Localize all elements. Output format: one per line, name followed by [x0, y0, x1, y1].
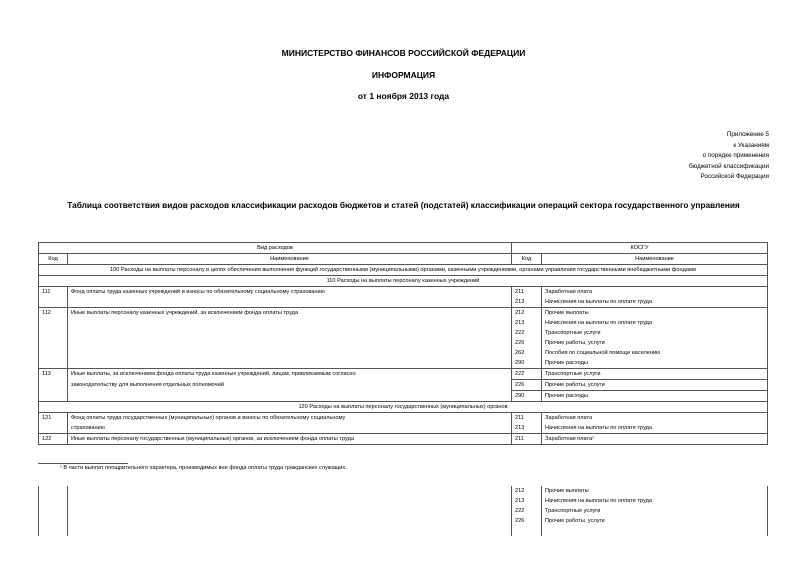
table-row — [39, 506, 768, 516]
header-vid: Вид расходов — [39, 243, 512, 254]
appendix-line: Приложение 5 — [726, 131, 769, 138]
row-name-empty — [68, 496, 512, 506]
kosgu-name: Прочие выплаты — [542, 308, 768, 319]
kosgu-name: Транспортные услуги — [542, 328, 768, 338]
row-code: 112 — [39, 308, 68, 369]
footnote: ¹ В части выплат поощрительного характера, производимых вне фонда оплаты труда гражданских служащих. — [60, 465, 347, 471]
row-code-empty — [39, 516, 68, 526]
row-name: Иные выплаты персоналу государственных (муниципальных) органов, за исключением фонда оплаты труда — [68, 434, 512, 445]
appendix-line: о порядке применения — [702, 152, 769, 159]
table-row — [39, 413, 768, 424]
row-code-empty — [39, 496, 68, 506]
row-code: 121 — [39, 413, 68, 424]
kosgu-name: Прочие работы, услуги — [542, 380, 768, 391]
row-name: законодательству для выполнения отдельных полномочий — [68, 380, 512, 391]
kosgu-name: Транспортные услуги — [542, 506, 768, 516]
kosgu-name: Прочие выплаты — [542, 486, 768, 496]
table-row — [39, 496, 768, 506]
document-date: от 1 ноября 2013 года — [357, 91, 450, 101]
table-row — [39, 434, 768, 445]
kosgu-code: 222 — [512, 506, 542, 516]
row-code-empty — [39, 391, 68, 402]
footnote-separator — [38, 463, 128, 464]
row-name: Фонд оплаты труда государственных (муниципальных) органов и взносы по обязательному социальному — [68, 413, 512, 424]
kosgu-code: 226 — [512, 338, 542, 348]
kosgu-code: 211 — [512, 413, 542, 424]
table-row — [39, 516, 768, 526]
kosgu-code: 211 — [512, 287, 542, 298]
appendix-line: бюджетной классификации — [688, 162, 769, 170]
appendix-line: к Указаниям — [733, 141, 769, 149]
kosgu-name: Заработная плата¹ — [542, 434, 768, 445]
kosgu-code: 212 — [512, 486, 542, 496]
table-row — [39, 369, 768, 380]
kosgu-code: 213 — [512, 423, 542, 434]
kosgu-code: 211 — [512, 434, 542, 445]
appendix-note — [689, 130, 769, 183]
kosgu-name: Заработная плата — [542, 413, 768, 424]
kosgu-code-empty — [512, 526, 542, 536]
table-row — [39, 423, 768, 434]
section-120: 120 Расходы на выплаты персоналу государственных (муниципальных) органов — [39, 402, 768, 413]
kosgu-name: Прочие расходы — [542, 391, 768, 402]
kosgu-name: Прочие работы, услуги — [542, 338, 768, 348]
row-name: Фонд оплаты труда казенных учреждений и взносы по обязательному социальному страхованию — [68, 287, 512, 308]
kosgu-code: 213 — [512, 297, 542, 308]
table-row — [39, 391, 768, 402]
kosgu-name: Начисления на выплаты по оплате труда — [542, 318, 768, 328]
row-code: 113 — [39, 369, 68, 380]
row-code-empty — [39, 486, 68, 496]
kosgu-name-empty — [542, 526, 768, 536]
row-code: 122 — [39, 434, 68, 445]
section-row — [39, 276, 768, 287]
row-name: страхованию — [68, 423, 512, 434]
kosgu-name: Пособия по социальной помощи населению — [542, 348, 768, 358]
table-title: Таблица соответствия видов расходов классификации расходов бюджетов и статей (подстатей) классификации операций сектора государственного управления — [67, 200, 740, 210]
kosgu-name: Начисления на выплаты по оплате труда — [542, 496, 768, 506]
row-code-empty — [39, 526, 68, 536]
correspondence-table — [38, 242, 768, 445]
kosgu-code: 213 — [512, 318, 542, 328]
table-row — [39, 486, 768, 496]
kosgu-code: 222 — [512, 328, 542, 338]
row-code: 111 — [39, 287, 68, 308]
document-type-heading: ИНФОРМАЦИЯ — [371, 70, 436, 80]
kosgu-name: Прочие расходы — [542, 358, 768, 369]
kosgu-name: Транспортные услуги — [542, 369, 768, 380]
section-110: 110 Расходы на выплаты персоналу казенных учреждений — [39, 276, 768, 287]
kosgu-code: 222 — [512, 369, 542, 380]
section-row — [39, 265, 768, 276]
kosgu-code: 290 — [512, 358, 542, 369]
appendix-line: Российской Федерации — [700, 173, 769, 180]
ministry-heading: МИНИСТЕРСТВО ФИНАНСОВ РОССИЙСКОЙ ФЕДЕРАЦИИ — [281, 48, 526, 58]
kosgu-name: Прочие работы, услуги — [542, 516, 768, 526]
kosgu-code: 226 — [512, 380, 542, 391]
table-continuation — [38, 486, 768, 536]
row-name: Иные выплаты, за исключением фонда оплаты труда казенных учреждений, лицам, привлекаемым согласно — [68, 369, 512, 380]
section-row — [39, 402, 768, 413]
table-row — [39, 287, 768, 298]
table-row — [39, 380, 768, 391]
header-code: Код — [512, 254, 542, 265]
kosgu-code: 212 — [512, 308, 542, 319]
kosgu-code: 262 — [512, 348, 542, 358]
table-subheader-row — [39, 254, 768, 265]
row-code-empty — [39, 506, 68, 516]
kosgu-name: Начисления на выплаты по оплате труда — [542, 423, 768, 434]
table-row — [39, 526, 768, 536]
row-code-empty — [39, 380, 68, 391]
kosgu-code: 226 — [512, 516, 542, 526]
table-header-row — [39, 243, 768, 254]
header-name: Наименование — [542, 254, 768, 265]
row-name-empty — [68, 506, 512, 516]
row-name: Иные выплаты персоналу казенных учреждений, за исключением фонда оплаты труда — [68, 308, 512, 369]
kosgu-name: Заработная плата — [542, 287, 768, 298]
section-100: 100 Расходы на выплаты персоналу в целях обеспечения выполнения функций государственными (муниципальными) органами, казенными учреждениями, органами управления государственными внебюджетными фондами — [39, 265, 768, 276]
header-code: Код — [39, 254, 68, 265]
kosgu-code: 290 — [512, 391, 542, 402]
kosgu-code: 213 — [512, 496, 542, 506]
row-name-empty — [68, 391, 512, 402]
row-name-empty — [68, 516, 512, 526]
header-name: Наименование — [68, 254, 512, 265]
header-kosgu: КОСГУ — [512, 243, 768, 254]
row-name-empty — [68, 486, 512, 496]
kosgu-name: Начисления на выплаты по оплате труда — [542, 297, 768, 308]
row-code-empty — [39, 423, 68, 434]
table-row — [39, 308, 768, 319]
row-name-empty — [68, 526, 512, 536]
